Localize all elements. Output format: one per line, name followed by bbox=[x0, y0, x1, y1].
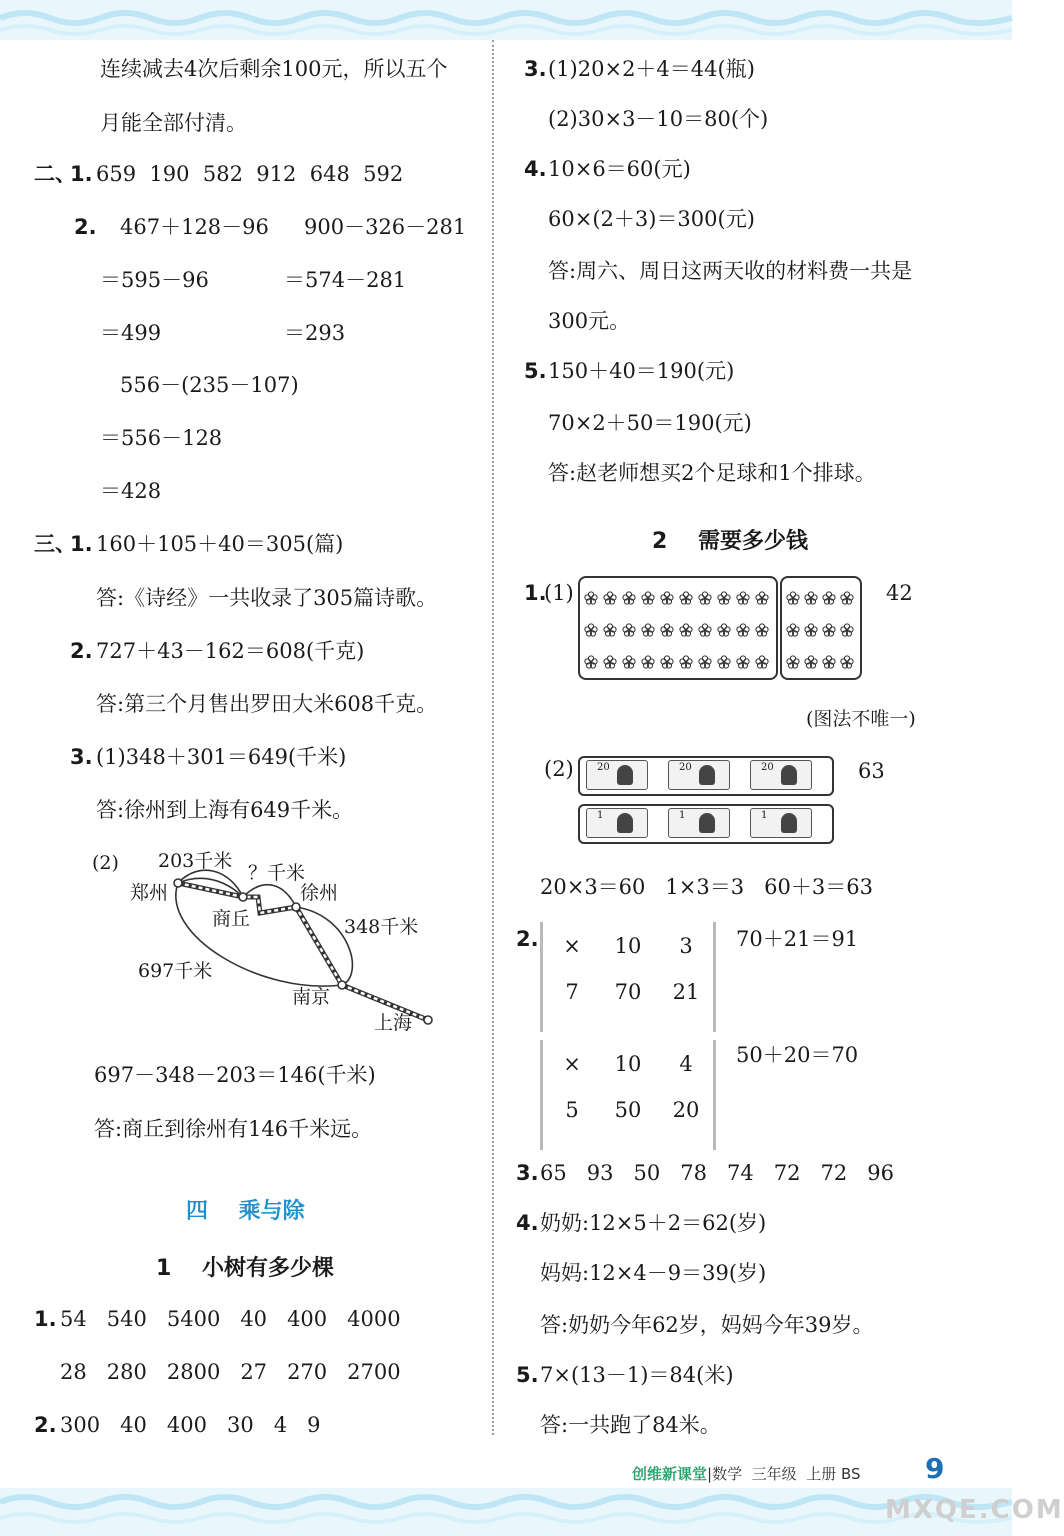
l2-q1-answer-2: 63 bbox=[858, 759, 885, 783]
banknote-value: 20 bbox=[761, 762, 774, 773]
map-dist-xuzhou-shanghai: 348千米 bbox=[344, 916, 419, 938]
flower-icon bbox=[603, 622, 617, 636]
flower-icon bbox=[840, 622, 854, 636]
banknote-1-1 bbox=[586, 808, 648, 838]
multiplication-table-2 bbox=[540, 1040, 716, 1150]
r-q3-part2: (2)30×3－10＝80(个) bbox=[548, 107, 769, 131]
flower-icon bbox=[698, 654, 712, 668]
table1-header-2: 3 bbox=[679, 934, 693, 958]
map-city-shangqiu: 商丘 bbox=[212, 908, 251, 930]
table1-value-2: 21 bbox=[672, 980, 700, 1004]
map-city-nanjing: 南京 bbox=[292, 986, 331, 1008]
l2-q4-number: 4. bbox=[516, 1211, 539, 1235]
s3-q2-expr: 727＋43－162＝608(千克) bbox=[96, 639, 365, 663]
map-dist-unknown: ？千米 bbox=[248, 862, 306, 884]
top-wave-decoration bbox=[0, 0, 1012, 40]
column-divider bbox=[492, 40, 494, 1435]
flower-icon bbox=[584, 654, 598, 668]
unit-title: 四 乘与除 bbox=[186, 1199, 305, 1224]
page-footer bbox=[632, 1463, 861, 1484]
s2-q2-expr-b1: 900－326－281 bbox=[304, 215, 467, 239]
l1-q2-number: 2. bbox=[34, 1413, 57, 1437]
flower-icon bbox=[717, 654, 731, 668]
map-city-zhengzhou: 郑州 bbox=[130, 882, 169, 904]
flower-icon bbox=[755, 622, 769, 636]
r-q4-answer-2: 300元。 bbox=[548, 309, 631, 333]
flower-icon bbox=[786, 654, 800, 668]
table1-row-factor: 7 bbox=[565, 980, 579, 1004]
l1-q2-answers: 300 40 400 30 4 9 bbox=[60, 1413, 321, 1437]
flower-icon bbox=[822, 654, 836, 668]
flower-icon bbox=[736, 654, 750, 668]
map-dist-zhengzhou-nanjing: 697千米 bbox=[138, 960, 213, 982]
footer-brand: 创维新课堂 bbox=[632, 1465, 708, 1483]
banknote-1-2 bbox=[668, 808, 730, 838]
footer-subject: 数学 bbox=[712, 1465, 743, 1483]
flower-icon bbox=[736, 590, 750, 604]
table2-header-1: 10 bbox=[614, 1052, 642, 1076]
flower-icon bbox=[822, 622, 836, 636]
s2-q1-answers: 659 190 582 912 648 592 bbox=[96, 162, 404, 186]
s2-q2-expr-c2: ＝556－128 bbox=[100, 426, 223, 450]
s2-q2-expr-a2: ＝595－96 bbox=[100, 268, 209, 292]
r-q5-number: 5. bbox=[524, 359, 547, 383]
l2-q5-answer: 答:一共跑了84米。 bbox=[540, 1413, 721, 1437]
s3-q1-answer: 答:《诗经》一共收录了305篇诗歌。 bbox=[96, 586, 438, 610]
map-part-label: (2) bbox=[92, 852, 119, 874]
s2-q2-expr-b2: ＝574－281 bbox=[284, 268, 407, 292]
s3-q3-number: 3. bbox=[70, 745, 93, 769]
flower-icon bbox=[679, 590, 693, 604]
banknote-20-2 bbox=[668, 760, 730, 790]
flower-icon bbox=[603, 590, 617, 604]
r-q4-number: 4. bbox=[524, 157, 547, 181]
flower-icon bbox=[840, 590, 854, 604]
left-line-2: 月能全部付清。 bbox=[100, 111, 247, 135]
map-dist-zhengzhou-shangqiu: 203千米 bbox=[158, 850, 233, 872]
r-q4-line2: 60×(2＋3)＝300(元) bbox=[548, 207, 755, 231]
table2-value-1: 50 bbox=[614, 1098, 642, 1122]
section-2-label: 二、 bbox=[34, 162, 76, 186]
flower-icon bbox=[622, 622, 636, 636]
lesson-1-title: 1 小树有多少棵 bbox=[156, 1256, 334, 1281]
portrait-icon bbox=[617, 813, 633, 833]
l2-q1-answer-1: 42 bbox=[886, 581, 913, 605]
l2-q1-number: 1. bbox=[524, 581, 547, 605]
s2-q1-number: 1. bbox=[70, 162, 93, 186]
r-q5-answer: 答:赵老师想买2个足球和1个排球。 bbox=[548, 461, 876, 485]
flower-icon bbox=[786, 590, 800, 604]
banknote-value: 1 bbox=[597, 810, 604, 821]
l2-q5-expr: 7×(13－1)＝84(米) bbox=[540, 1363, 734, 1387]
flower-icon bbox=[804, 590, 818, 604]
bottom-wave-decoration bbox=[0, 1488, 1012, 1536]
watermark: MXQE.COM bbox=[885, 1495, 1064, 1525]
footer-grade: 三年级 bbox=[751, 1465, 797, 1483]
banknote-value: 20 bbox=[597, 762, 610, 773]
flower-icon bbox=[584, 590, 598, 604]
banknote-1-3 bbox=[750, 808, 812, 838]
flower-icon bbox=[698, 622, 712, 636]
s3-q2-answer: 答:第三个月售出罗田大米608千克。 bbox=[96, 692, 438, 716]
l2-q3-number: 3. bbox=[516, 1161, 539, 1185]
flower-icon bbox=[641, 654, 655, 668]
s2-q2-expr-c3: ＝428 bbox=[100, 479, 162, 503]
table2-operator: × bbox=[563, 1052, 581, 1076]
l1-q1-row-1: 54 540 5400 40 400 4000 bbox=[60, 1307, 401, 1331]
l2-q5-number: 5. bbox=[516, 1363, 539, 1387]
map-city-shanghai: 上海 bbox=[374, 1012, 413, 1034]
flower-icon bbox=[736, 622, 750, 636]
l2-q2-number: 2. bbox=[516, 927, 539, 951]
flower-icon bbox=[679, 654, 693, 668]
r-q4-line1: 10×6＝60(元) bbox=[548, 157, 691, 181]
portrait-icon bbox=[699, 813, 715, 833]
l2-q4-answer: 答:奶奶今年62岁，妈妈今年39岁。 bbox=[540, 1313, 874, 1337]
flower-icon bbox=[717, 622, 731, 636]
flower-icon bbox=[786, 622, 800, 636]
s3-q1-number: 1. bbox=[70, 532, 93, 556]
flower-icon bbox=[660, 590, 674, 604]
s2-q2-number: 2. bbox=[74, 215, 97, 239]
portrait-icon bbox=[781, 765, 797, 785]
banknote-value: 1 bbox=[679, 810, 686, 821]
table2-value-2: 20 bbox=[672, 1098, 700, 1122]
flower-icon bbox=[698, 590, 712, 604]
flower-icon bbox=[804, 654, 818, 668]
flower-icon bbox=[840, 654, 854, 668]
l1-q1-row-2: 28 280 2800 27 270 2700 bbox=[60, 1360, 401, 1384]
s2-q2-expr-a1: 467＋128－96 bbox=[120, 215, 269, 239]
r-q4-answer-1: 答:周六、周日这两天收的材料费一共是 bbox=[548, 259, 913, 283]
s3-q3-answer: 答:徐州到上海有649千米。 bbox=[96, 798, 354, 822]
left-line-1: 连续减去4次后剩余100元，所以五个 bbox=[100, 57, 448, 81]
flower-icon bbox=[822, 590, 836, 604]
flower-icon bbox=[641, 590, 655, 604]
multiplication-table-1 bbox=[540, 922, 716, 1032]
l2-q1-part2-label: (2) bbox=[544, 757, 574, 781]
flower-icon bbox=[622, 654, 636, 668]
banknote-20-3 bbox=[750, 760, 812, 790]
portrait-icon bbox=[781, 813, 797, 833]
r-q3-part1: (1)20×2＋4＝44(瓶) bbox=[548, 57, 755, 81]
table2-header-2: 4 bbox=[679, 1052, 693, 1076]
portrait-icon bbox=[699, 765, 715, 785]
flower-icon bbox=[755, 590, 769, 604]
r-q5-line2: 70×2＋50＝190(元) bbox=[548, 411, 752, 435]
l2-q1-calc: 20×3＝60 1×3＝3 60＋3＝63 bbox=[540, 875, 873, 899]
flower-icon bbox=[679, 622, 693, 636]
flower-icon bbox=[641, 622, 655, 636]
map-city-xuzhou: 徐州 bbox=[300, 882, 339, 904]
r-q5-line1: 150＋40＝190(元) bbox=[548, 359, 735, 383]
footer-separator: | bbox=[707, 1465, 713, 1483]
s2-q2-expr-b3: ＝293 bbox=[284, 321, 346, 345]
table2-sum: 50＋20＝70 bbox=[736, 1043, 859, 1067]
flower-icon bbox=[717, 590, 731, 604]
page-number: 9 bbox=[925, 1452, 945, 1485]
footer-volume: 上册 bbox=[806, 1465, 837, 1483]
table2-row-factor: 5 bbox=[565, 1098, 579, 1122]
l2-q4-line1: 奶奶:12×5＋2＝62(岁) bbox=[540, 1211, 767, 1235]
flower-icon bbox=[804, 622, 818, 636]
s2-q2-expr-a3: ＝499 bbox=[100, 321, 162, 345]
l1-q1-number: 1. bbox=[34, 1307, 57, 1331]
s3-q3-answer-2: 答:商丘到徐州有146千米远。 bbox=[94, 1117, 373, 1141]
table1-sum: 70＋21＝91 bbox=[736, 927, 859, 951]
s3-q3-expr: (1)348＋301＝649(千米) bbox=[96, 745, 347, 769]
flower-icon bbox=[622, 590, 636, 604]
s2-q2-expr-c1: 556－(235－107) bbox=[120, 373, 299, 397]
flower-icon bbox=[603, 654, 617, 668]
lesson-2-title: 2 需要多少钱 bbox=[652, 529, 808, 554]
s3-q1-expr: 160＋105＋40＝305(篇) bbox=[96, 532, 344, 556]
table1-header-1: 10 bbox=[614, 934, 642, 958]
footer-edition: BS bbox=[841, 1465, 861, 1483]
flower-icon bbox=[755, 654, 769, 668]
banknote-value: 20 bbox=[679, 762, 692, 773]
table1-operator: × bbox=[563, 934, 581, 958]
table1-value-1: 70 bbox=[614, 980, 642, 1004]
flower-icon bbox=[660, 654, 674, 668]
flower-icon bbox=[584, 622, 598, 636]
section-3-label: 三、 bbox=[34, 532, 76, 556]
portrait-icon bbox=[617, 765, 633, 785]
s3-q2-number: 2. bbox=[70, 639, 93, 663]
r-q3-number: 3. bbox=[524, 57, 547, 81]
l2-q1-note: (图法不唯一) bbox=[806, 708, 916, 730]
flower-icon bbox=[660, 622, 674, 636]
l2-q1-part1-label: (1) bbox=[544, 581, 574, 605]
s3-q3-calc: 697－348－203＝146(千米) bbox=[94, 1063, 376, 1087]
l2-q4-line2: 妈妈:12×4－9＝39(岁) bbox=[540, 1261, 767, 1285]
banknote-value: 1 bbox=[761, 810, 768, 821]
banknote-20-1 bbox=[586, 760, 648, 790]
l2-q3-answers: 65 93 50 78 74 72 72 96 bbox=[540, 1161, 894, 1185]
